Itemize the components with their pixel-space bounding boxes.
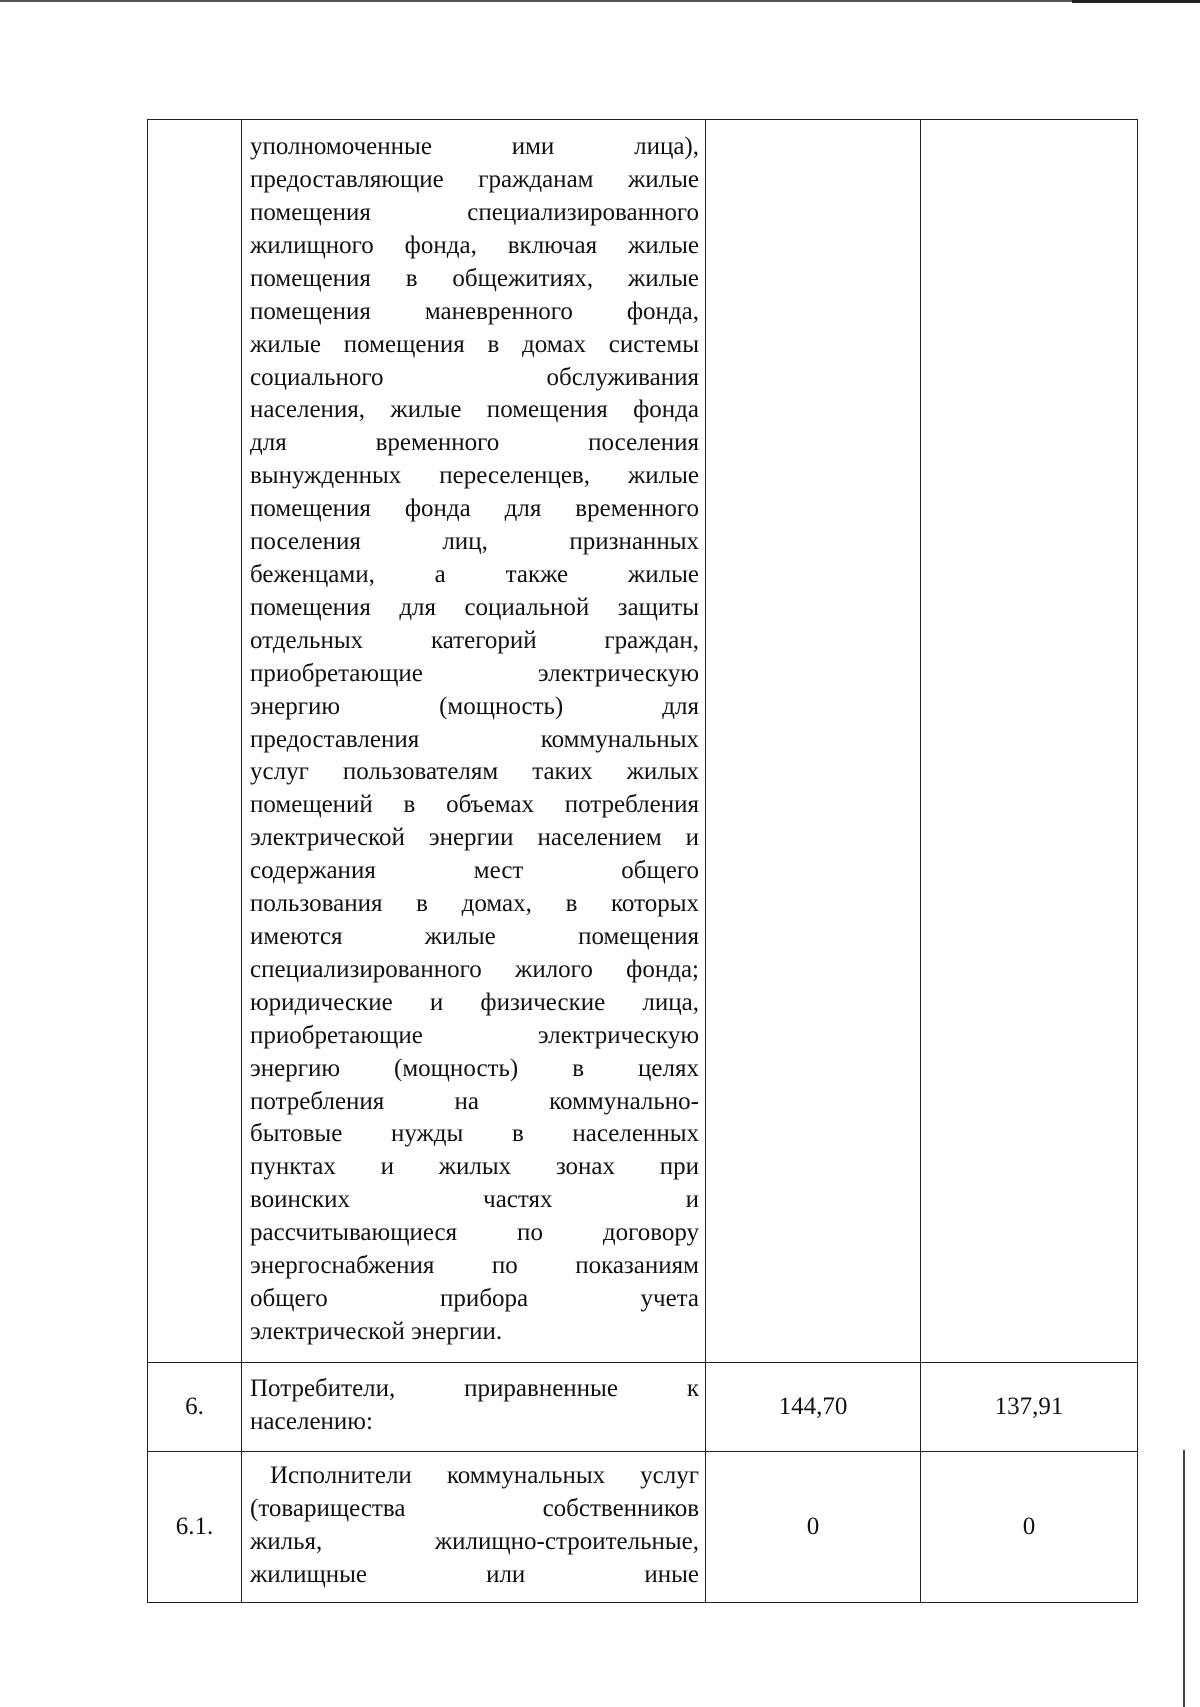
text-line: потребления на коммунально-	[250, 1087, 699, 1115]
row-description-cell	[242, 1363, 706, 1452]
table-row-6-1	[148, 1452, 1138, 1603]
text-line: предоставления коммунальных	[250, 725, 699, 753]
row-number-cell: 6.1.	[148, 1452, 242, 1603]
table-row-continuation	[148, 120, 1138, 1363]
text-line: жилья, жилищно-строительные,	[250, 1528, 699, 1555]
scan-edge-line	[1183, 1450, 1185, 1707]
text-line: отдельных категорий граждан,	[250, 626, 699, 654]
text-line: помещения фонда для временного	[250, 495, 699, 523]
row-value-1-cell: 144,70	[706, 1363, 921, 1452]
row-number-cell	[148, 120, 242, 1363]
row-description-text	[242, 1454, 705, 1600]
row-description-cell	[242, 1452, 706, 1603]
text-line: рассчитывающиеся по договору	[250, 1219, 699, 1247]
text-line: содержания мест общего	[250, 857, 699, 885]
text-line: пунктах и жилых зонах при	[250, 1153, 699, 1181]
text-line: населению:	[250, 1408, 373, 1435]
text-line: бытовые нужды в населенных	[250, 1120, 699, 1148]
text-line: приобретающие электрическую	[250, 659, 699, 687]
row-description-text	[242, 1367, 705, 1447]
text-line: беженцами, а также жилые	[250, 561, 699, 589]
text-line: электрической энергии.	[250, 1317, 503, 1345]
text-line: (товарищества собственников	[250, 1495, 699, 1523]
page-top-rule-accent	[1072, 0, 1200, 3]
text-line: помещения для социальной защиты	[250, 593, 699, 621]
row-number-cell: 6.	[148, 1363, 242, 1452]
text-line: населения, жилые помещения фонда	[250, 396, 699, 424]
text-line: воинских частях и	[250, 1186, 699, 1214]
text-line: приобретающие электрическую	[250, 1021, 699, 1049]
text-line: помещения в общежитиях, жилые	[250, 264, 699, 292]
text-line: энергию (мощность) для	[250, 692, 699, 720]
text-line: общего прибора учета	[250, 1284, 699, 1312]
text-line: вынужденных переселенцев, жилые	[250, 462, 699, 490]
tariff-table	[147, 119, 1138, 1603]
page-top-rule	[0, 0, 1200, 2]
text-line: энергоснабжения по показаниям	[250, 1252, 699, 1280]
row-description-text	[242, 125, 705, 1357]
text-line: имеются жилые помещения	[250, 922, 699, 950]
row-value-2-cell	[921, 120, 1138, 1363]
text-line: специализированного жилого фонда;	[250, 955, 699, 983]
text-line: энергию (мощность) в целях	[250, 1054, 699, 1082]
text-line: уполномоченные ими лица),	[250, 133, 699, 161]
table-row-6	[148, 1363, 1138, 1452]
text-line: Потребители, приравненные к	[250, 1375, 699, 1403]
text-line: жилые помещения в домах системы	[250, 330, 699, 358]
text-line: услуг пользователям таких жилых	[250, 758, 699, 786]
row-value-1-cell: 0	[706, 1452, 921, 1603]
row-value-1-cell	[706, 120, 921, 1363]
text-line: юридические и физические лица,	[250, 988, 699, 1016]
text-line: электрической энергии населением и	[250, 824, 699, 852]
text-line: жилищного фонда, включая жилые	[250, 231, 699, 259]
row-value-2-cell: 137,91	[921, 1363, 1138, 1452]
text-line: жилищные или иные	[250, 1560, 699, 1588]
text-line: пользования в домах, в которых	[250, 890, 699, 918]
text-line: предоставляющие гражданам жилые	[250, 166, 699, 194]
text-line: Исполнители коммунальных услуг	[270, 1462, 699, 1490]
text-line: помещений в объемах потребления	[250, 791, 699, 819]
text-line: для временного поселения	[250, 429, 699, 457]
text-line: помещения маневренного фонда,	[250, 297, 699, 325]
text-line: поселения лиц, признанных	[250, 528, 699, 556]
text-line: помещения специализированного	[250, 199, 699, 227]
text-line: социального обслуживания	[250, 363, 699, 391]
row-description-cell	[242, 120, 706, 1363]
row-value-2-cell: 0	[921, 1452, 1138, 1603]
